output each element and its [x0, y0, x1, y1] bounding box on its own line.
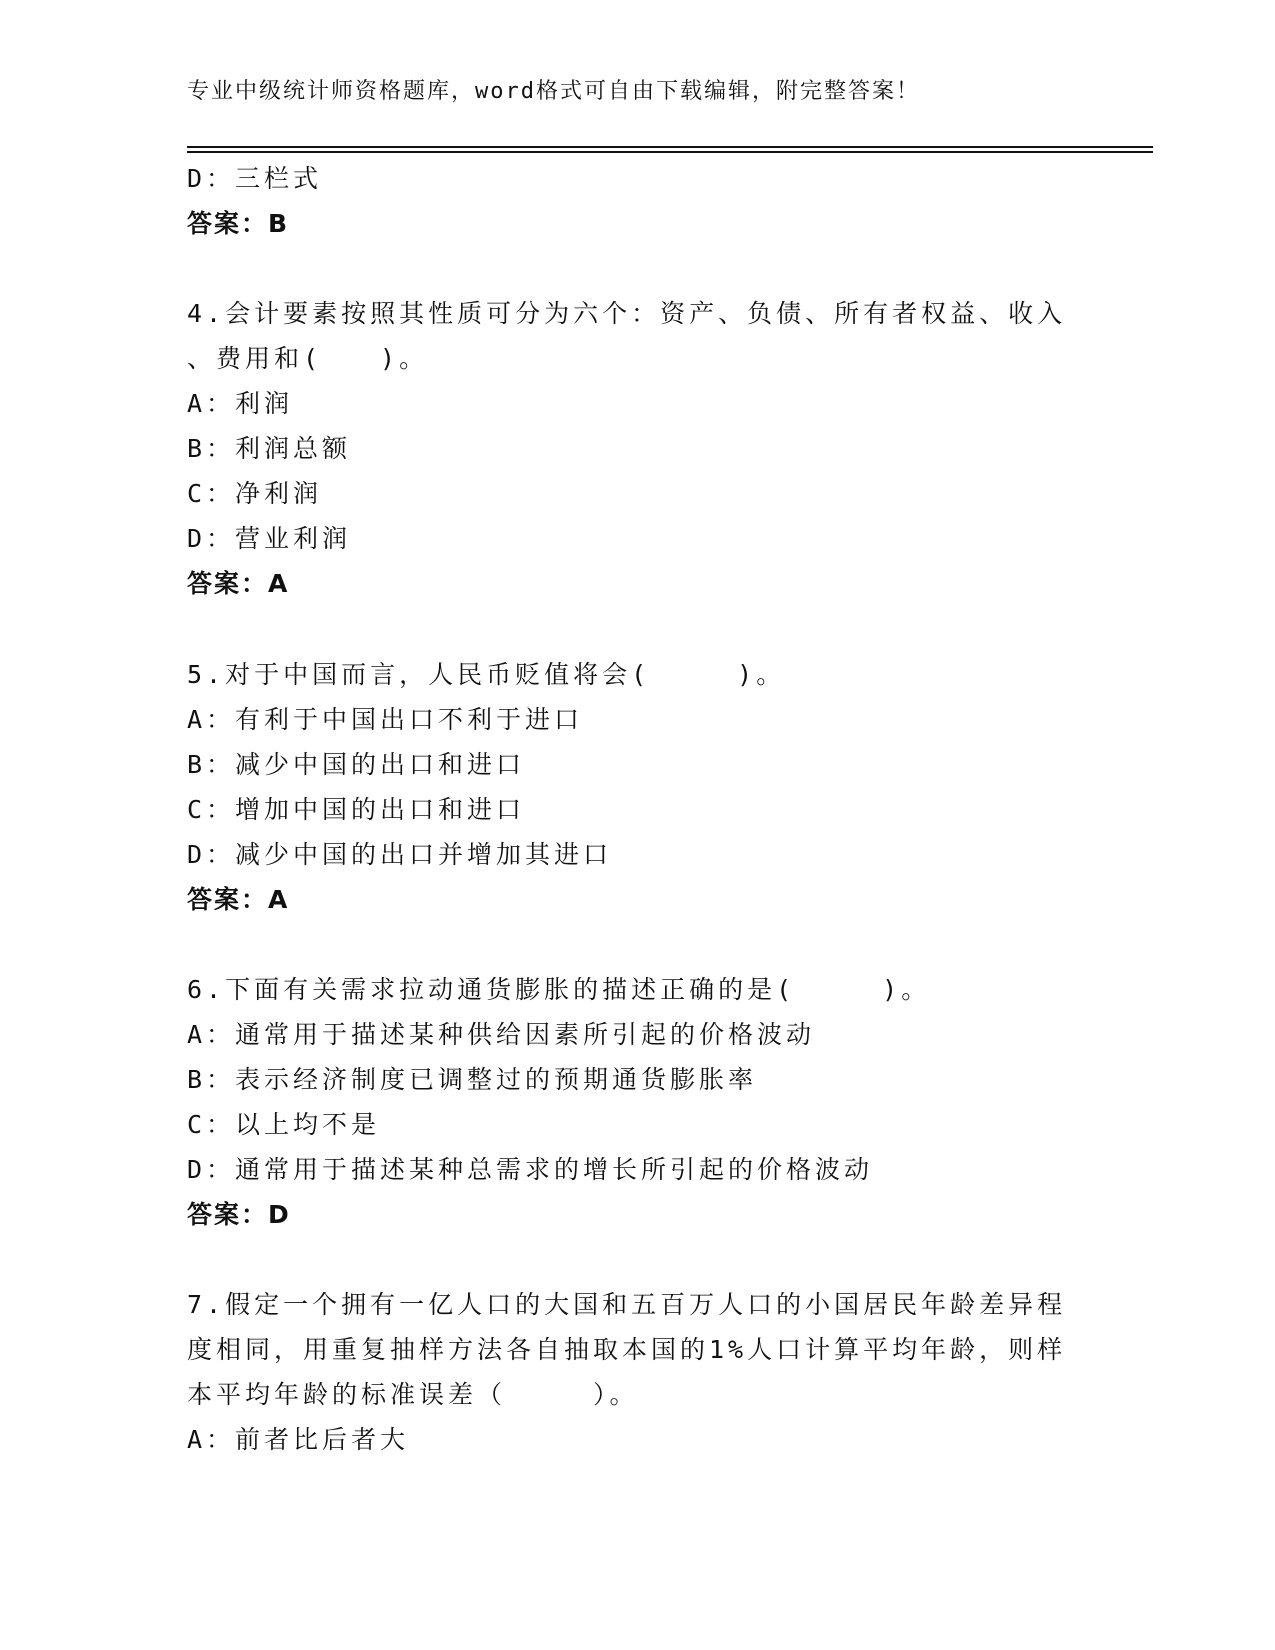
q7-stem-line-1: 7.假定一个拥有一亿人口的大国和五百万人口的小国居民年龄差异程 [187, 1290, 1067, 1319]
header-rule-bottom [187, 151, 1153, 153]
q6-option-c: C：以上均不是 [187, 1110, 381, 1139]
q5-option-c: C：增加中国的出口和进口 [187, 795, 526, 824]
q3-option-d: D：三栏式 [187, 164, 323, 193]
q5-option-d: D：减少中国的出口并增加其进口 [187, 840, 613, 869]
q4-option-d: D：营业利润 [187, 524, 352, 553]
q5-option-a: A：有利于中国出口不利于进口 [187, 705, 584, 734]
q4-stem-line-2: 、费用和( )。 [187, 344, 429, 373]
q6-answer: 答案：D [187, 1200, 291, 1229]
q3-answer: 答案：B [187, 209, 290, 238]
q6-option-d: D：通常用于描述某种总需求的增长所引起的价格波动 [187, 1155, 874, 1184]
q4-stem-line-1: 4.会计要素按照其性质可分为六个：资产、负债、所有者权益、收入 [187, 299, 1067, 328]
q4-option-c: C：净利润 [187, 479, 323, 508]
q5-stem: 5.对于中国而言，人民币贬值将会( )。 [187, 660, 786, 689]
q6-option-b: B：表示经济制度已调整过的预期通货膨胀率 [187, 1065, 758, 1094]
q7-stem-line-3: 本平均年龄的标准误差（ ）。 [187, 1380, 639, 1409]
page-header: 专业中级统计师资格题库，word格式可自由下载编辑，附完整答案！ [187, 79, 920, 104]
q4-answer: 答案：A [187, 569, 290, 598]
q4-option-a: A：利润 [187, 389, 294, 418]
q5-option-b: B：减少中国的出口和进口 [187, 750, 526, 779]
q7-option-a: A：前者比后者大 [187, 1425, 410, 1454]
q7-stem-line-2: 度相同，用重复抽样方法各自抽取本国的1%人口计算平均年龄，则样 [187, 1335, 1067, 1364]
q4-option-b: B：利润总额 [187, 434, 352, 463]
q5-answer: 答案：A [187, 885, 290, 914]
q6-option-a: A：通常用于描述某种供给因素所引起的价格波动 [187, 1020, 816, 1049]
q6-stem: 6.下面有关需求拉动通货膨胀的描述正确的是( )。 [187, 975, 931, 1004]
header-rule-top [187, 146, 1153, 148]
